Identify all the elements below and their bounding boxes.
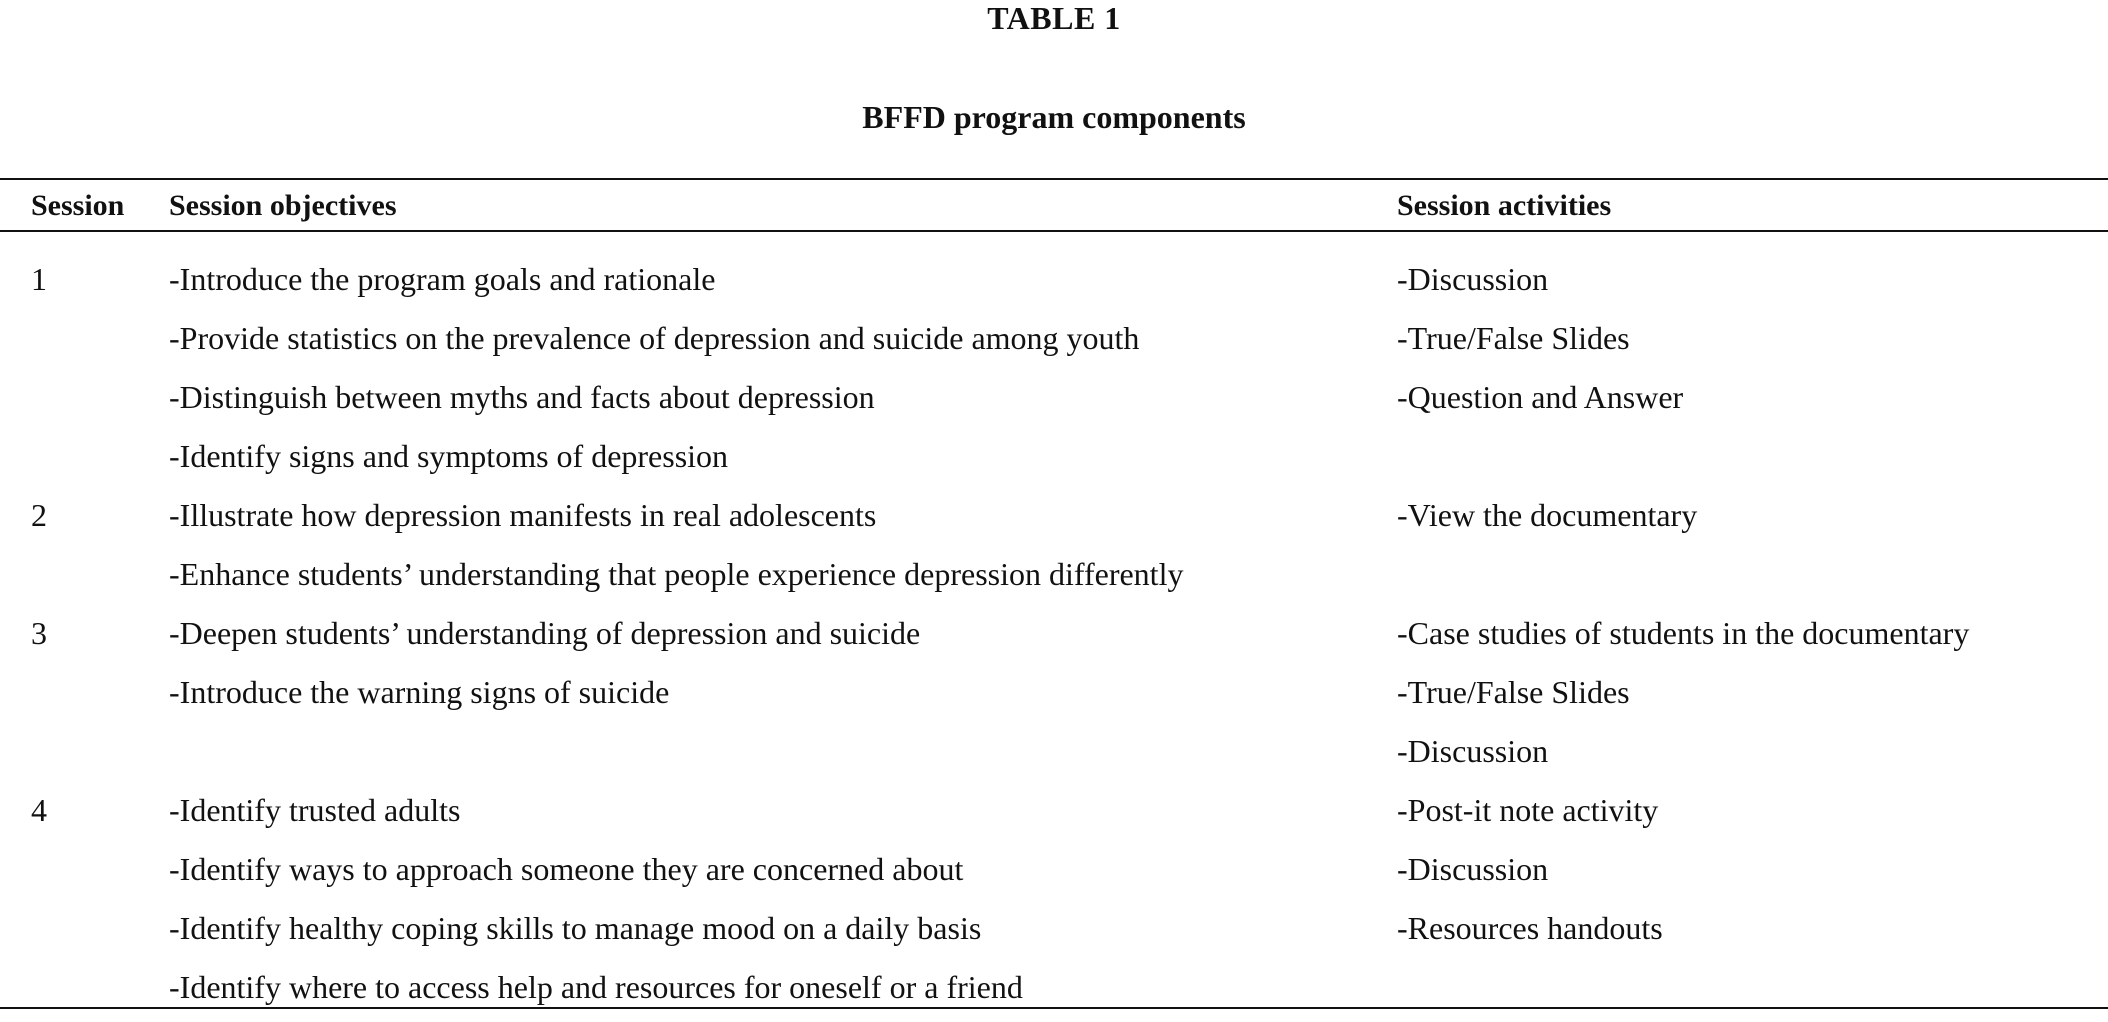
- objective-cell: -Identify where to access help and resources for oneself or a friend: [169, 969, 1023, 1005]
- activity-cell: -View the documentary: [1397, 497, 1698, 533]
- objective-cell: -Deepen students’ understanding of depression and suicide: [169, 615, 921, 651]
- objective-cell: -Provide statistics on the prevalence of depression and suicide among youth: [169, 320, 1140, 356]
- session-cell: 3: [31, 615, 47, 651]
- objective-cell: -Distinguish between myths and facts about depression: [169, 379, 875, 415]
- bottom-rule: [0, 1007, 2108, 1009]
- session-cell: 2: [31, 497, 47, 533]
- header-session: Session: [31, 189, 125, 222]
- objective-cell: -Introduce the warning signs of suicide: [169, 674, 670, 710]
- table-row: [0, 904, 2108, 963]
- table-row: [0, 255, 2108, 314]
- table-row: [0, 491, 2108, 550]
- table-row: [0, 727, 2108, 786]
- table-label: TABLE 1: [987, 0, 1121, 36]
- activity-cell: -Discussion: [1397, 733, 1549, 769]
- session-cell: 1: [31, 261, 47, 297]
- activity-cell: -Question and Answer: [1397, 379, 1684, 415]
- activity-cell: -Discussion: [1397, 261, 1549, 297]
- activity-cell: -Discussion: [1397, 851, 1549, 887]
- objective-cell: -Illustrate how depression manifests in real adolescents: [169, 497, 877, 533]
- header-session-objectives: Session objectives: [169, 189, 397, 222]
- objective-cell: -Identify trusted adults: [169, 792, 461, 828]
- header-rule: [0, 230, 2108, 232]
- objective-cell: -Introduce the program goals and rationale: [169, 261, 716, 297]
- objective-cell: -Identify healthy coping skills to manage mood on a daily basis: [169, 910, 982, 946]
- top-rule: [0, 178, 2108, 180]
- table-row: [0, 550, 2108, 609]
- header-session-activities: Session activities: [1397, 189, 1612, 222]
- table-row: [0, 432, 2108, 491]
- activity-cell: -Case studies of students in the documentary: [1397, 615, 1970, 651]
- session-cell: 4: [31, 792, 47, 828]
- objective-cell: -Identify ways to approach someone they are concerned about: [169, 851, 964, 887]
- table-title: BFFD program components: [862, 99, 1246, 135]
- table-row: [0, 845, 2108, 904]
- table-row: [0, 373, 2108, 432]
- table-row: [0, 314, 2108, 373]
- table-body: [0, 255, 2108, 1022]
- table-row: [0, 963, 2108, 1022]
- objective-cell: -Enhance students’ understanding that people experience depression differently: [169, 556, 1184, 592]
- activity-cell: -Post-it note activity: [1397, 792, 1659, 828]
- activity-cell: -True/False Slides: [1397, 320, 1630, 356]
- objective-cell: -Identify signs and symptoms of depression: [169, 438, 729, 474]
- activity-cell: -True/False Slides: [1397, 674, 1630, 710]
- table-row: [0, 786, 2108, 845]
- table-row: [0, 609, 2108, 668]
- activity-cell: -Resources handouts: [1397, 910, 1663, 946]
- table-row: [0, 668, 2108, 727]
